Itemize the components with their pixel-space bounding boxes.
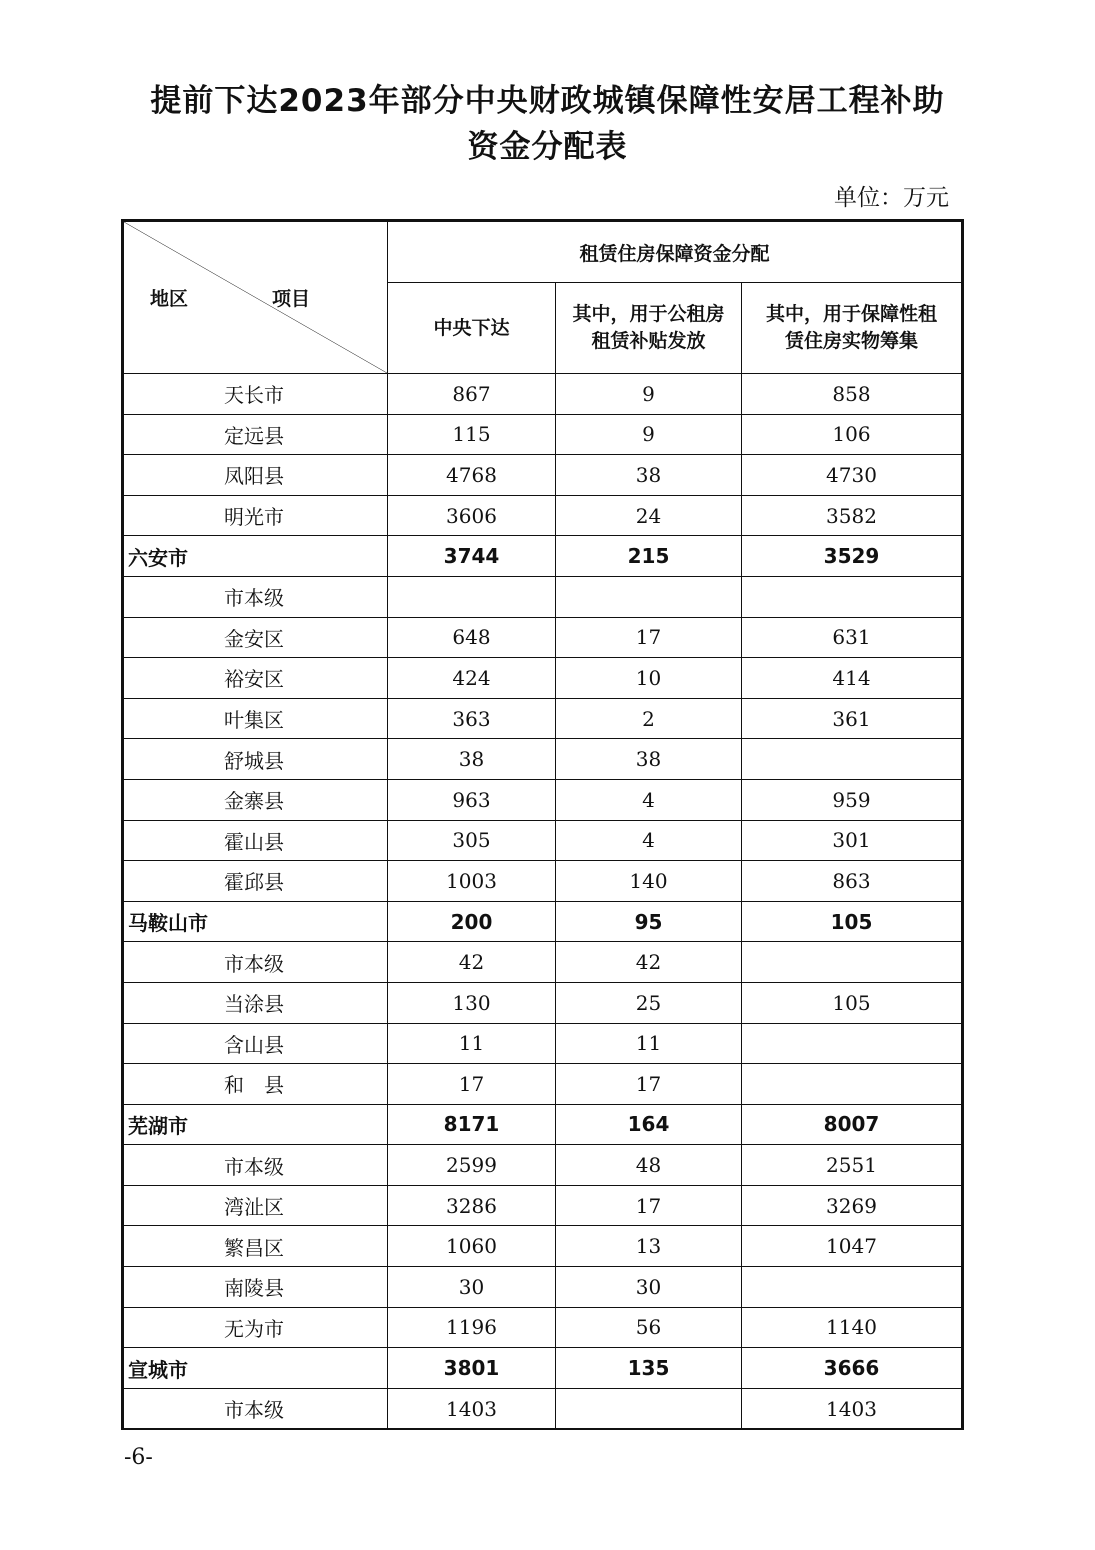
region-cell: 裕安区 (124, 658, 388, 699)
physical-amount-cell (742, 576, 962, 617)
physical-amount-cell (742, 1064, 962, 1105)
region-cell: 宣城市 (124, 1348, 388, 1389)
physical-amount-cell: 8007 (742, 1104, 962, 1145)
table-row (124, 739, 962, 780)
subsidy-amount-cell: 140 (556, 861, 742, 902)
region-cell: 和 县 (124, 1064, 388, 1105)
central-amount-cell: 648 (388, 617, 556, 658)
central-amount-cell: 305 (388, 820, 556, 861)
subsidy-amount-cell: 17 (556, 1064, 742, 1105)
region-cell: 霍山县 (124, 820, 388, 861)
region-cell: 金寨县 (124, 779, 388, 820)
table-row (124, 861, 962, 902)
physical-amount-cell: 106 (742, 414, 962, 455)
header-subsidy-cell (556, 283, 742, 374)
physical-amount-cell: 1403 (742, 1388, 962, 1429)
physical-amount-cell: 3529 (742, 536, 962, 577)
physical-amount-cell: 3269 (742, 1185, 962, 1226)
header-central-cell: 中央下达 (388, 283, 556, 374)
table-row (124, 779, 962, 820)
central-amount-cell: 3801 (388, 1348, 556, 1389)
header-subsidy-line-2: 租赁补贴发放 (591, 330, 706, 352)
title-line-1: 提前下达2023年部分中央财政城镇保障性安居工程补助 (150, 83, 945, 119)
city-row (124, 1104, 962, 1145)
subsidy-amount-cell: 56 (556, 1307, 742, 1348)
title-line-2: 资金分配表 (467, 129, 628, 165)
subsidy-amount-cell: 95 (556, 901, 742, 942)
header-physical-line-2: 赁住房实物筹集 (784, 330, 918, 352)
subsidy-amount-cell (556, 1388, 742, 1429)
subsidy-amount-cell: 215 (556, 536, 742, 577)
subsidy-amount-cell: 38 (556, 739, 742, 780)
region-cell: 繁昌区 (124, 1226, 388, 1267)
subsidy-amount-cell: 135 (556, 1348, 742, 1389)
region-cell: 六安市 (124, 536, 388, 577)
header-group-cell: 租赁住房保障资金分配 (388, 222, 962, 283)
subsidy-amount-cell: 17 (556, 617, 742, 658)
region-cell: 无为市 (124, 1307, 388, 1348)
region-cell: 市本级 (124, 942, 388, 983)
city-row (124, 901, 962, 942)
physical-amount-cell: 301 (742, 820, 962, 861)
physical-amount-cell: 361 (742, 698, 962, 739)
table-row (124, 820, 962, 861)
physical-amount-cell (742, 1023, 962, 1064)
subsidy-amount-cell: 48 (556, 1145, 742, 1186)
subsidy-amount-cell: 9 (556, 414, 742, 455)
subsidy-amount-cell: 25 (556, 982, 742, 1023)
subsidy-amount-cell: 17 (556, 1185, 742, 1226)
header-item-label: 项目 (272, 288, 311, 310)
allocation-table (121, 219, 964, 1430)
page-title (0, 78, 1095, 170)
region-cell: 芜湖市 (124, 1104, 388, 1145)
central-amount-cell: 3744 (388, 536, 556, 577)
central-amount-cell: 38 (388, 739, 556, 780)
central-amount-cell: 1196 (388, 1307, 556, 1348)
subsidy-amount-cell: 13 (556, 1226, 742, 1267)
city-row (124, 536, 962, 577)
header-region-label: 地区 (150, 288, 189, 310)
physical-amount-cell (742, 942, 962, 983)
central-amount-cell: 424 (388, 658, 556, 699)
table-row (124, 1307, 962, 1348)
physical-amount-cell: 1140 (742, 1307, 962, 1348)
central-amount-cell: 30 (388, 1267, 556, 1308)
city-row (124, 1348, 962, 1389)
unit-label: 单位：万元 (834, 185, 949, 211)
physical-amount-cell: 1047 (742, 1226, 962, 1267)
region-cell: 凤阳县 (124, 455, 388, 496)
subsidy-amount-cell: 11 (556, 1023, 742, 1064)
central-amount-cell (388, 576, 556, 617)
header-subsidy-line-1: 其中，用于公租房 (572, 303, 725, 325)
table-row (124, 1064, 962, 1105)
central-amount-cell: 130 (388, 982, 556, 1023)
subsidy-amount-cell: 10 (556, 658, 742, 699)
central-amount-cell: 1403 (388, 1388, 556, 1429)
subsidy-amount-cell: 38 (556, 455, 742, 496)
physical-amount-cell: 631 (742, 617, 962, 658)
table-row (124, 942, 962, 983)
central-amount-cell: 363 (388, 698, 556, 739)
physical-amount-cell: 414 (742, 658, 962, 699)
table-row (124, 1388, 962, 1429)
subsidy-amount-cell: 164 (556, 1104, 742, 1145)
subsidy-amount-cell: 2 (556, 698, 742, 739)
region-cell: 霍邱县 (124, 861, 388, 902)
central-amount-cell: 42 (388, 942, 556, 983)
region-cell: 南陵县 (124, 1267, 388, 1308)
table-row (124, 455, 962, 496)
region-cell: 定远县 (124, 414, 388, 455)
table-row (124, 495, 962, 536)
diagonal-header-cell (124, 222, 388, 374)
subsidy-amount-cell: 42 (556, 942, 742, 983)
region-cell: 市本级 (124, 1145, 388, 1186)
central-amount-cell: 963 (388, 779, 556, 820)
physical-amount-cell: 3582 (742, 495, 962, 536)
subsidy-amount-cell: 24 (556, 495, 742, 536)
subsidy-amount-cell: 4 (556, 779, 742, 820)
table-row (124, 658, 962, 699)
subsidy-amount-cell (556, 576, 742, 617)
region-cell: 当涂县 (124, 982, 388, 1023)
region-cell: 市本级 (124, 1388, 388, 1429)
central-amount-cell: 2599 (388, 1145, 556, 1186)
subsidy-amount-cell: 9 (556, 374, 742, 415)
central-amount-cell: 8171 (388, 1104, 556, 1145)
central-amount-cell: 3606 (388, 495, 556, 536)
table-row (124, 1023, 962, 1064)
region-cell: 湾沚区 (124, 1185, 388, 1226)
physical-amount-cell: 2551 (742, 1145, 962, 1186)
central-amount-cell: 4768 (388, 455, 556, 496)
physical-amount-cell: 858 (742, 374, 962, 415)
table-row (124, 1226, 962, 1267)
physical-amount-cell: 959 (742, 779, 962, 820)
physical-amount-cell: 105 (742, 901, 962, 942)
region-cell: 含山县 (124, 1023, 388, 1064)
physical-amount-cell: 4730 (742, 455, 962, 496)
central-amount-cell: 1060 (388, 1226, 556, 1267)
table-row (124, 374, 962, 415)
central-amount-cell: 1003 (388, 861, 556, 902)
region-cell: 天长市 (124, 374, 388, 415)
header-physical-line-1: 其中，用于保障性租 (765, 303, 937, 325)
table-row (124, 698, 962, 739)
region-cell: 马鞍山市 (124, 901, 388, 942)
table-row (124, 576, 962, 617)
central-amount-cell: 867 (388, 374, 556, 415)
subsidy-amount-cell: 30 (556, 1267, 742, 1308)
central-amount-cell: 17 (388, 1064, 556, 1105)
region-cell: 叶集区 (124, 698, 388, 739)
table-row (124, 1185, 962, 1226)
physical-amount-cell: 3666 (742, 1348, 962, 1389)
physical-amount-cell: 863 (742, 861, 962, 902)
table-row (124, 414, 962, 455)
header-physical-cell (742, 283, 962, 374)
central-amount-cell: 11 (388, 1023, 556, 1064)
central-amount-cell: 200 (388, 901, 556, 942)
header-row-1 (124, 222, 962, 283)
table-row (124, 982, 962, 1023)
central-amount-cell: 3286 (388, 1185, 556, 1226)
table-row (124, 1267, 962, 1308)
physical-amount-cell: 105 (742, 982, 962, 1023)
subsidy-amount-cell: 4 (556, 820, 742, 861)
region-cell: 金安区 (124, 617, 388, 658)
table-row (124, 617, 962, 658)
region-cell: 明光市 (124, 495, 388, 536)
page-number: -6- (124, 1445, 153, 1470)
region-cell: 舒城县 (124, 739, 388, 780)
table-row (124, 1145, 962, 1186)
physical-amount-cell (742, 739, 962, 780)
physical-amount-cell (742, 1267, 962, 1308)
central-amount-cell: 115 (388, 414, 556, 455)
region-cell: 市本级 (124, 576, 388, 617)
